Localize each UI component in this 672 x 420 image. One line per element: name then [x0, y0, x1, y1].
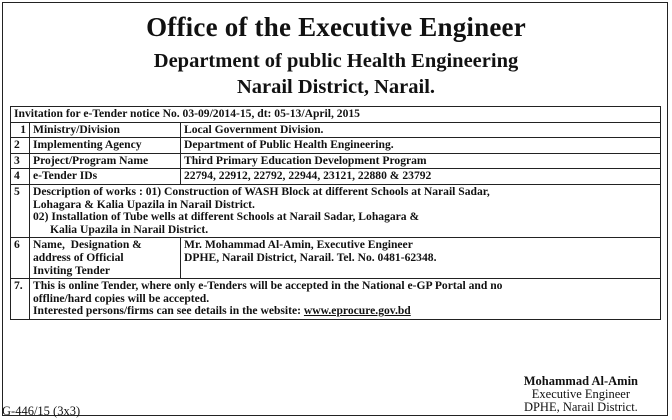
- row-label: e-Tender IDs: [30, 169, 181, 185]
- row-number: 6: [11, 238, 30, 279]
- table-row: [11, 138, 661, 154]
- table-row: [11, 169, 661, 185]
- notice-title: Invitation for e-Tender notice No. 03-09/2014-15, dt: 05-13/April, 2015: [11, 107, 661, 123]
- works-line: 02) Installation of Tube wells at different Schools at Narail Sadar, Lohagara &: [33, 210, 420, 224]
- official-label: [30, 238, 181, 279]
- row-value: Local Government Division.: [181, 122, 661, 138]
- label-line: address of Official: [33, 250, 124, 264]
- notice-line: This is online Tender, where only e-Tenders will be accepted in the National e-GP Portal and no: [33, 279, 503, 293]
- signatory-office: DPHE, Narail District.: [523, 400, 638, 414]
- department-title: Department of public Health Engineering: [153, 50, 519, 72]
- signature-block: [524, 375, 638, 414]
- notice-row: [11, 107, 661, 123]
- online-notice: [30, 279, 661, 320]
- row-number: 4: [11, 169, 30, 185]
- notice-line: offline/hard copies will be accepted.: [33, 291, 210, 305]
- row-number: 5: [11, 184, 30, 237]
- label-line: Name, Designation &: [33, 238, 142, 252]
- signatory-title: Executive Engineer: [531, 387, 630, 401]
- works-description: [30, 184, 661, 237]
- works-line: Description of works : 01) Construction of WASH Block at different Schools at Narail Sadar,: [33, 184, 490, 198]
- website-link[interactable]: www.eprocure.gov.bd: [303, 304, 411, 318]
- value-line: Mr. Mohammad Al-Amin, Executive Engineer: [184, 238, 413, 252]
- row-number: 2: [11, 138, 30, 154]
- district-title: Narail District, Narail.: [236, 76, 436, 98]
- row-value: Third Primary Education Development Program: [181, 153, 661, 169]
- official-value: [181, 238, 661, 279]
- value-line: DPHE, Narail District, Narail. Tel. No. 0481-62348.: [184, 250, 437, 264]
- tender-table: [10, 106, 661, 320]
- table-row: [11, 122, 661, 138]
- reference-code: G-446/15 (3x3): [2, 404, 81, 418]
- label-line: Inviting Tender: [33, 263, 110, 277]
- office-title: Office of the Executive Engineer: [146, 12, 526, 42]
- table-row: [11, 184, 661, 237]
- works-line: Lohagara & Kalia Upazila in Narail District.: [33, 197, 255, 211]
- row-value: Department of Public Health Engineering.: [181, 138, 661, 154]
- table-row: [11, 279, 661, 320]
- row-value: 22794, 22912, 22792, 22944, 23121, 22880 & 23792: [181, 169, 661, 185]
- website-prefix: Interested persons/firms can see details in the website:: [33, 304, 304, 318]
- notice-line: [33, 305, 657, 318]
- signatory-name: Mohammad Al-Amin: [523, 374, 638, 388]
- row-number: 1: [11, 122, 30, 138]
- table-row: [11, 238, 661, 279]
- row-label: Project/Program Name: [30, 153, 181, 169]
- row-number: 3: [11, 153, 30, 169]
- row-label: Implementing Agency: [30, 138, 181, 154]
- row-number: 7.: [11, 279, 30, 320]
- row-label: Ministry/Division: [30, 122, 181, 138]
- table-row: [11, 153, 661, 169]
- works-line: Kalia Upazila in Narail District.: [50, 222, 209, 236]
